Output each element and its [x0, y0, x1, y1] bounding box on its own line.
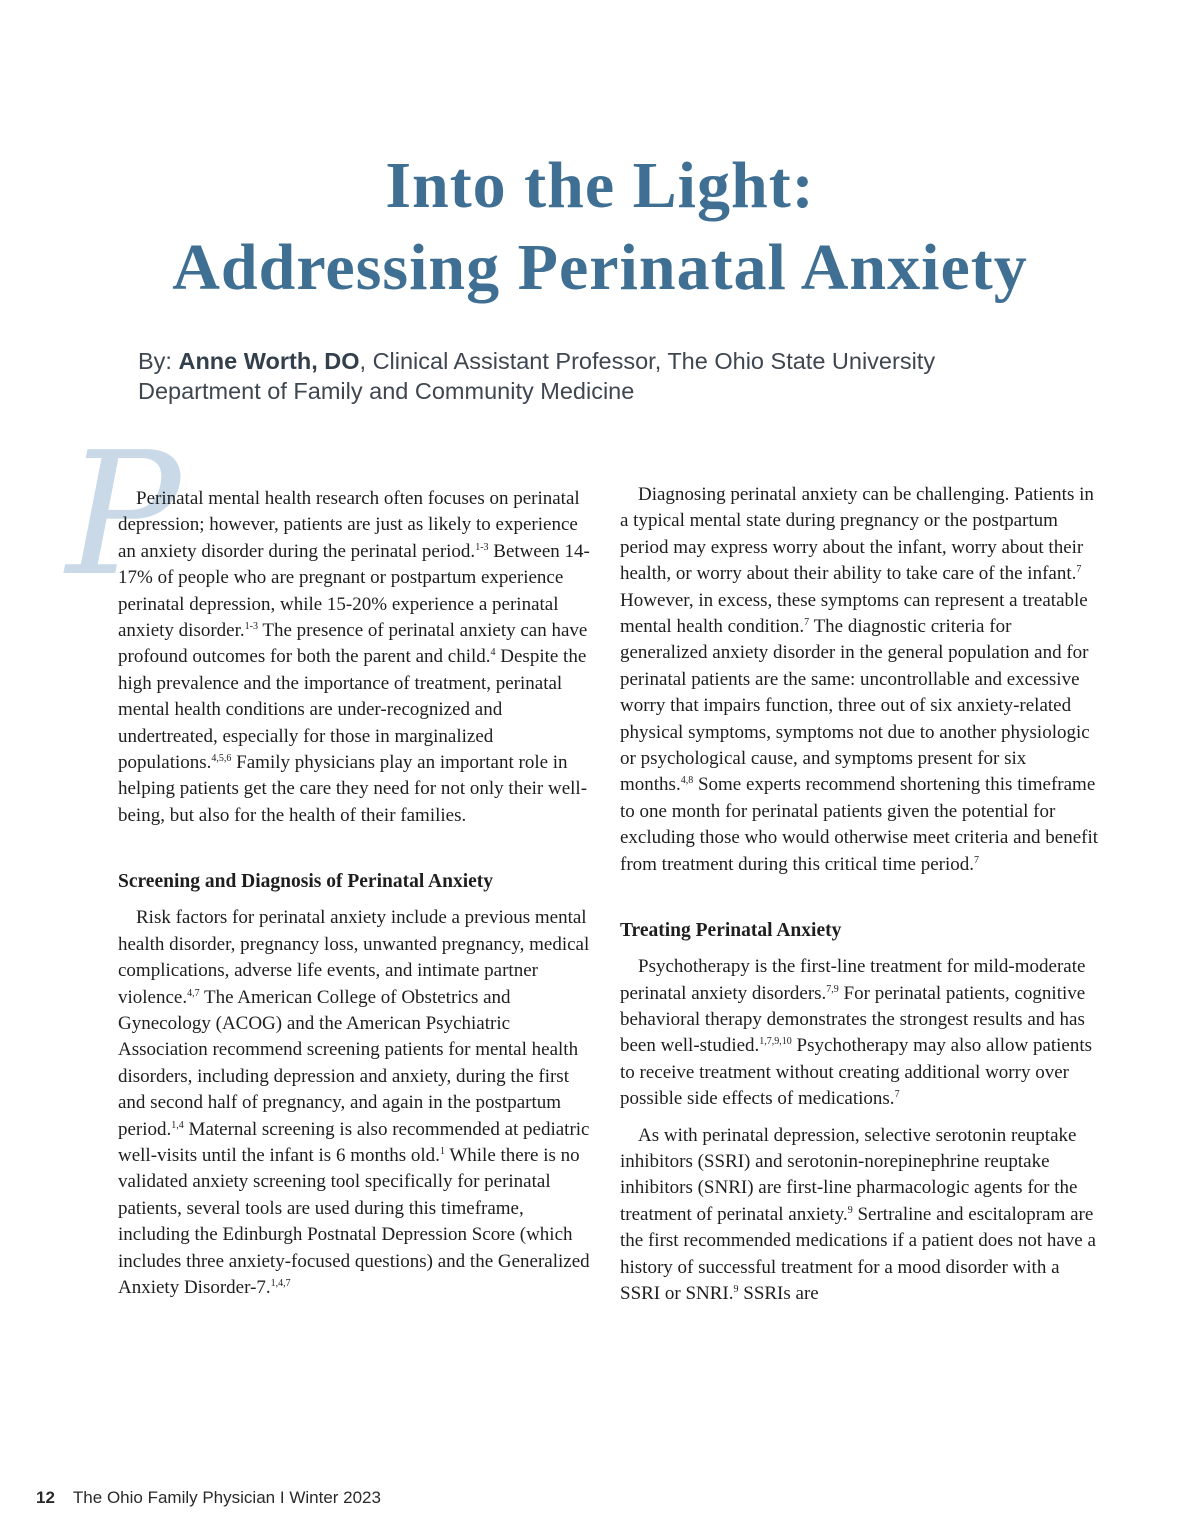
citation-reference: 7: [894, 1089, 900, 1101]
citation-reference: 7: [1076, 564, 1082, 576]
citation-reference: 4,7: [187, 987, 200, 999]
screening-paragraph: Risk factors for perinatal anxiety include a previous mental health disorder, pregnancy loss, unwanted pregnancy, medical complications, adverse life events, and intimate partner violence.$^{4,7}$ The American College of Obstetrics and Gynecology (ACOG) and the American Psychiatric Association recommend screening patients for mental health disorders, including depression and anxiety, during the first and second half of pregnancy, and again in the postpartum period.$^{1,4}$ Maternal screening is also recommended at pediatric well-visits until the infant is 6 months old.$^1$ While there is no validated anxiety screening tool specifically for perinatal patients, several tools are used during this timeframe, including the Edinburgh Postnatal Depression Score (which includes three anxiety-focused questions) and the Generalized Anxiety Disorder-7.$^{1,4,7}$: [118, 907, 590, 1298]
diagnosing-paragraph: Diagnosing perinatal anxiety can be challenging. Patients in a typical mental state during pregnancy or the postpartum period may express worry about the infant, worry about their health, or worry about their ability to take care of the infant.$^7$ However, in excess, these symptoms can represent a treatable mental health condition.$^7$ The diagnostic criteria for generalized anxiety disorder in the general population and for perinatal patients are the same: uncontrollable and excessive worry that impairs function, three out of six anxiety-related physical symptoms, symptoms not due to another physiologic or psychological cause, and symptoms present for six months.$^{4,8}$ Some experts recommend shortening this timeframe to one month for perinatal patients given the potential for excluding those who would otherwise meet criteria and benefit from treatment during this critical time period.$^7$: [620, 484, 1099, 875]
article-title-line-2: Addressing Perinatal Anxiety: [172, 231, 1028, 304]
byline: [138, 346, 1098, 406]
citation-reference: 1,4: [171, 1119, 184, 1131]
byline-prefix: By:: [138, 348, 179, 374]
citation-reference: 1,7,9,10: [759, 1036, 792, 1048]
footer-separator: I: [279, 1488, 285, 1507]
citation-reference: 7: [974, 854, 980, 866]
citation-reference: 9: [733, 1283, 739, 1295]
author-affiliation: , Clinical Assistant Professor, The Ohio State University: [359, 348, 936, 374]
article-title-line-1: Into the Light:: [385, 149, 815, 222]
right-column: [620, 482, 1098, 1307]
section-heading-treating: Treating Perinatal Anxiety: [620, 920, 842, 942]
citation-reference: 4,5,6: [211, 753, 232, 765]
publication-name: The Ohio Family Physician: [72, 1488, 276, 1507]
decorative-drop-cap: P: [66, 416, 181, 614]
psychotherapy-paragraph: Psychotherapy is the first-line treatment for mild-moderate perinatal anxiety disorders.$^{7,9}$ For perinatal patients, cognitive behavioral therapy demonstrates the strongest results and has been well-studied.$^{1,7,9,10}$ Psychotherapy may also allow patients to receive treatment without creating additional worry over possible side effects of medications.$^7$: [620, 956, 1093, 1110]
section-heading-screening: Screening and Diagnosis of Perinatal Anxiety: [118, 871, 494, 893]
page-number: 12: [36, 1488, 55, 1507]
citation-reference: 1-3: [475, 541, 489, 553]
author-name: Anne Worth, DO: [178, 348, 360, 374]
medication-paragraph: As with perinatal depression, selective serotonin reuptake inhibitors (SSRI) and serotonin-norepinephrine reuptake inhibitors (SNRI) are first-line pharmacologic agents for the treatment of perinatal anxiety.$^9$ Sertraline and escitalopram are the first recommended medications if a patient does not have a history of successful treatment for a mood disorder with a SSRI or SNRI.$^9$ SSRIs are: [620, 1124, 1096, 1304]
left-column: [118, 486, 590, 1301]
citation-reference: 4: [490, 647, 496, 659]
citation-reference: 7: [804, 617, 810, 629]
citation-reference: 1-3: [244, 621, 258, 633]
citation-reference: 7,9: [826, 983, 839, 995]
citation-reference: 4,8: [680, 775, 694, 787]
intro-paragraph: Perinatal mental health research often focuses on perinatal depression; however, patients are just as likely to experience an anxiety disorder during the perinatal period.$^{1-3}$ Between 14-17% of people who are pregnant or postpartum experience perinatal depression, while 15-20% experience a perinatal anxiety disorder.$^{1-3}$ The presence of perinatal anxiety can have profound outcomes for both the parent and child.$^4$ Despite the high prevalence and the importance of treatment, perinatal mental health conditions are under-recognized and undertreated, especially for those in marginalized populations.$^{4,5,6}$ Family physicians play an important role in helping patients get the care they need for not only their well-being, but also for the health of their families.: [118, 488, 590, 826]
byline-line-1: [138, 346, 1098, 376]
issue-date: Winter 2023: [289, 1488, 381, 1507]
citation-reference: 9: [847, 1204, 853, 1216]
byline-department: Department of Family and Community Medicine: [138, 378, 635, 404]
citation-reference: 1: [439, 1145, 445, 1157]
page-footer: [36, 1488, 381, 1508]
citation-reference: 1,4,7: [270, 1277, 291, 1289]
